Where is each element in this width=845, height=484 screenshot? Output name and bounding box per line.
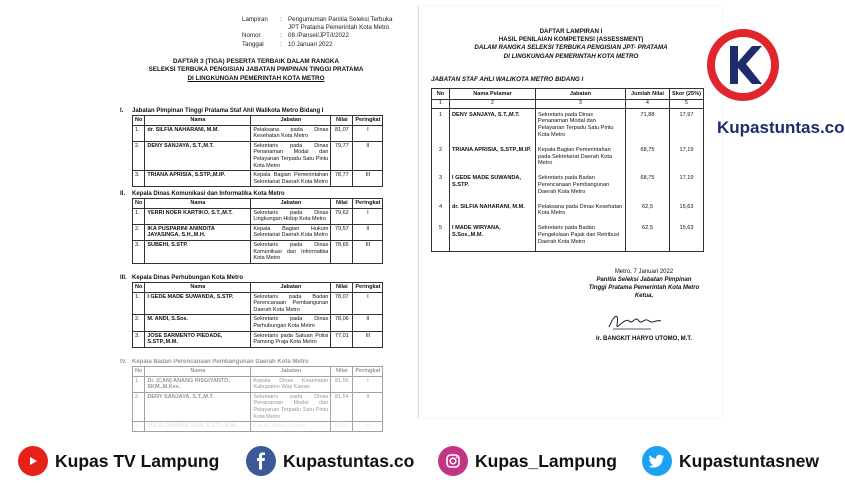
column-header: No bbox=[133, 283, 145, 293]
table-cell: JOSE SARMENTO PIEDADE, S.STP.,M.M. bbox=[145, 331, 251, 347]
right-document bbox=[418, 6, 722, 418]
social-footer bbox=[0, 436, 840, 484]
section-title: Kepala Dinas Perhubungan Kota Metro bbox=[132, 275, 244, 281]
column-header: No bbox=[133, 199, 145, 209]
table-row bbox=[133, 141, 383, 170]
table-cell: 2 bbox=[432, 144, 450, 172]
table-cell: 2. bbox=[133, 392, 145, 421]
table-row bbox=[133, 240, 383, 263]
table-cell: Sekretaris pada Dinas Penanaman Modal dan Pelayanan Terpadu Satu Pintu Kota Metro bbox=[251, 141, 331, 170]
candidate-table bbox=[132, 282, 383, 348]
lampiran-key: Tanggal bbox=[242, 40, 264, 48]
section-title: Kepala Dinas Komunikasi dan Informatika Kota Metro bbox=[132, 191, 285, 197]
table-cell: DENY SANJAYA, S.T.,M.T. bbox=[450, 108, 536, 144]
column-header: Nama bbox=[145, 116, 251, 126]
table-cell: I bbox=[353, 376, 383, 392]
title-line: DAFTAR 3 (TIGA) PESERTA TERBAIK DALAM RANGKA bbox=[172, 58, 340, 65]
table-row bbox=[432, 222, 704, 251]
section-title: Kepala Badan Perencanaan Pembangunan Daerah Kota Metro bbox=[132, 359, 309, 365]
facebook-icon bbox=[246, 446, 276, 476]
table-row bbox=[432, 172, 704, 200]
table-cell: Kepala Bagian Hukum Sekretariat Daerah Kota Metro bbox=[251, 224, 331, 240]
table-cell: 68,75 bbox=[626, 144, 670, 172]
table-cell: 3. bbox=[133, 331, 145, 347]
column-header: No bbox=[432, 89, 450, 100]
column-header: No bbox=[133, 116, 145, 126]
table-cell: 81,07 bbox=[331, 125, 353, 141]
table-cell: 62,5 bbox=[626, 222, 670, 251]
table-row bbox=[133, 331, 383, 347]
position-subtitle: JABATAN STAF AHLI WALIKOTA METRO BIDANG I bbox=[431, 76, 584, 83]
table-cell: Pelaksana pada Dinas Kesehatan Kota Metro bbox=[536, 201, 626, 223]
table-row bbox=[133, 315, 383, 331]
table-cell: 62,5 bbox=[626, 201, 670, 223]
table-cell: 78,77 bbox=[331, 171, 353, 187]
section-number: II. bbox=[120, 191, 126, 197]
section-heading bbox=[120, 358, 402, 366]
header-line: DAFTAR LAMPIRAN I bbox=[539, 28, 603, 35]
table-cell: I bbox=[353, 208, 383, 224]
table-cell: 3. bbox=[133, 240, 145, 263]
table-cell: Sekretaris pada Badan Perencanaan Pembangunan Daerah Kota Metro bbox=[251, 292, 331, 315]
header-line: DALAM RANGKA SELEKSI TERBUKA PENGISIAN JPT- PRATAMA bbox=[474, 44, 668, 52]
social-label: Kupastuntas.co bbox=[283, 450, 415, 471]
table-cell: I MADE WIRYANA, S.Sos.,M.M. bbox=[450, 222, 536, 251]
title-line-underlined: DI LINGKUNGAN PEMERINTAH KOTA METRO bbox=[187, 74, 325, 82]
table-row bbox=[133, 208, 383, 224]
table-cell: 3. bbox=[133, 422, 145, 432]
table-cell: 17,97 bbox=[670, 108, 704, 144]
candidate-section bbox=[120, 190, 402, 264]
table-cell: Sekretaris pada Dinas Perhubungan Kota Metro bbox=[251, 315, 331, 331]
candidate-section bbox=[120, 107, 402, 187]
table-row bbox=[133, 422, 383, 432]
table-row bbox=[133, 125, 383, 141]
lampiran-key: Nomor bbox=[242, 32, 261, 40]
table-cell: 5 bbox=[432, 222, 450, 251]
table-cell: Sekretaris pada Badan Perencanaan Pembangunan Daerah Kota Metro bbox=[536, 172, 626, 200]
social-label: Kupastuntasnew bbox=[679, 450, 820, 471]
section-heading bbox=[120, 190, 402, 198]
brand-name: Kupastuntas.co bbox=[717, 118, 845, 137]
column-header: Jabatan bbox=[251, 283, 331, 293]
lampiran-block: Lampiran : Pengumuman Panitia Seleksi Terbuka JPT Pratama Pemerintah Kota Metro Nomor : 08 /Pansel/JPT/I/2022 Tanggal : 10 Januari 2022 bbox=[242, 16, 393, 48]
table-cell: DENY SANJAYA, S.T.,M.T. bbox=[145, 392, 251, 421]
table-cell: 1 bbox=[432, 108, 450, 144]
table-cell: 4 bbox=[432, 201, 450, 223]
column-header: Nama bbox=[145, 367, 251, 377]
social-label: Kupas TV Lampung bbox=[55, 450, 220, 471]
table-cell: II bbox=[353, 141, 383, 170]
lampiran-value: Pengumuman Panitia Seleksi Terbuka bbox=[288, 16, 393, 23]
column-header: Jabatan bbox=[251, 199, 331, 209]
lampiran-value: 08 /Pansel/JPT/I/2022 bbox=[288, 32, 349, 40]
table-cell: 80,00 bbox=[331, 422, 353, 432]
table-row bbox=[133, 224, 383, 240]
table-cell: 81,56 bbox=[331, 376, 353, 392]
table-cell: I GEDE MADE SUWANDA, S.STP. bbox=[450, 172, 536, 200]
column-header: Jabatan bbox=[251, 367, 331, 377]
section-number: III. bbox=[120, 275, 127, 281]
column-number: 1 bbox=[432, 99, 450, 108]
table-row bbox=[133, 171, 383, 187]
social-youtube[interactable] bbox=[18, 446, 219, 476]
column-header: Nilai bbox=[331, 283, 353, 293]
table-cell: Sekretaris pada Dinas Penanaman Modal dan Pelayanan Terpadu Satu Pintu Kota Metro bbox=[251, 392, 331, 421]
column-header: Jabatan bbox=[251, 116, 331, 126]
lampiran-value: 10 Januari 2022 bbox=[288, 40, 333, 48]
table-row bbox=[432, 201, 704, 223]
table-cell: Kepala Dinas Kesehatan Kabupaten Way Kanan bbox=[251, 376, 331, 392]
table-cell: Pelaksana pada Dinas Kesehatan Kota Metro bbox=[251, 125, 331, 141]
table-cell: II bbox=[353, 392, 383, 421]
section-heading bbox=[120, 107, 402, 115]
column-number: 3 bbox=[536, 99, 626, 108]
title-line: SELEKSI TERBUKA PENGISIAN JABATAN PIMPINAN TINGGI PRATAMA bbox=[148, 66, 364, 74]
table-cell: 71,88 bbox=[626, 108, 670, 144]
column-header: Nama Pelamar bbox=[450, 89, 536, 100]
column-header: Nilai bbox=[331, 367, 353, 377]
table-row bbox=[133, 392, 383, 421]
table-cell: Sekretaris pada Dinas Komunikasi dan Informatika Kota Metro bbox=[251, 240, 331, 263]
table-row bbox=[133, 292, 383, 315]
table-cell: YERRI NOER KARTIKO, S.T.,M.T. bbox=[145, 208, 251, 224]
table-cell: TRIANA APRISIA, S.STP.,M.IP. bbox=[450, 144, 536, 172]
section-heading bbox=[120, 274, 402, 282]
section-number: IV. bbox=[120, 359, 127, 365]
table-cell: III bbox=[353, 171, 383, 187]
table-cell: 79,57 bbox=[331, 224, 353, 240]
table-cell: 78,07 bbox=[331, 292, 353, 315]
social-twitter[interactable] bbox=[642, 446, 819, 476]
column-header: Peringkat bbox=[353, 283, 383, 293]
column-header: Nama bbox=[145, 283, 251, 293]
assessment-table bbox=[431, 88, 704, 252]
table-cell: Kepala Bagian Pemerintahan Sekretariat Daerah Kota Metro bbox=[251, 171, 331, 187]
table-cell: 79,77 bbox=[331, 141, 353, 170]
lampiran-header bbox=[419, 28, 723, 61]
table-cell: 1. bbox=[133, 208, 145, 224]
table-cell: III bbox=[353, 331, 383, 347]
table-cell: DENY SANJAYA, S.T.,M.T. bbox=[145, 141, 251, 170]
column-number: 4 bbox=[626, 99, 670, 108]
table-cell: 78,65 bbox=[331, 240, 353, 263]
twitter-icon bbox=[642, 446, 672, 476]
table-cell: Sekretaris pada Satuan Polisi Pamong Praja Kota Metro bbox=[251, 331, 331, 347]
candidate-table bbox=[132, 366, 383, 432]
table-cell: 2. bbox=[133, 224, 145, 240]
table-cell: III bbox=[353, 422, 383, 432]
table-cell: M. ANDI, S.Sos. bbox=[145, 315, 251, 331]
header-line: DI LINGKUNGAN PEMERINTAH KOTA METRO bbox=[503, 52, 639, 60]
table-cell: I GEDE MADE SUWANDA, S.STP. bbox=[145, 292, 251, 315]
document-title bbox=[110, 58, 402, 83]
signer-name: Ir. BANGKIT HARYO UTOMO, M.T. bbox=[595, 336, 692, 342]
table-cell: 15,63 bbox=[670, 201, 704, 223]
lampiran-value: JPT Pratama Pemerintah Kota Metro bbox=[288, 24, 390, 32]
left-document bbox=[110, 10, 402, 430]
table-cell: TRIANA APRISIA, S.STP.,M.IP. bbox=[145, 171, 251, 187]
handwritten-signature bbox=[605, 309, 665, 335]
table-cell: dr. SILFIA NAHARANI, M.M. bbox=[450, 201, 536, 223]
column-header: Nilai bbox=[331, 116, 353, 126]
header-line: HASIL PENILAIAN KOMPETENSI (ASSESSMENT) bbox=[498, 36, 644, 44]
table-cell: 3 bbox=[432, 172, 450, 200]
table-cell: 3. bbox=[133, 171, 145, 187]
table-cell: 78,06 bbox=[331, 315, 353, 331]
column-header: Peringkat bbox=[353, 367, 383, 377]
table-cell: 17,19 bbox=[670, 144, 704, 172]
table-cell: 81,54 bbox=[331, 392, 353, 421]
social-instagram[interactable] bbox=[438, 446, 617, 476]
table-cell: YULIS CANDRA SARI, S.STP.,M.M. bbox=[145, 422, 251, 432]
table-row bbox=[432, 144, 704, 172]
table-cell: Kepala Bagian Pemerintahan pada Sekretariat Daerah Kota Metro bbox=[536, 144, 626, 172]
section-number: I. bbox=[120, 108, 124, 114]
candidate-section bbox=[120, 274, 402, 348]
table-cell: 2. bbox=[133, 141, 145, 170]
table-cell: 1. bbox=[133, 376, 145, 392]
table-cell: Sekretaris pada Badan Pengelolaan Pajak dan Retribusi Daerah Kota Metro bbox=[536, 222, 626, 251]
table-cell: 2. bbox=[133, 315, 145, 331]
table-cell: I bbox=[353, 292, 383, 315]
social-label: Kupas_Lampung bbox=[475, 450, 617, 471]
sign-line: Ketua, bbox=[634, 293, 654, 299]
instagram-icon bbox=[438, 446, 468, 476]
table-cell: Camat Metro Selatan bbox=[251, 422, 331, 432]
table-cell: II bbox=[353, 315, 383, 331]
table-cell: Sekretaris pada Dinas Penanaman Modal dan Pelayanan Terpadu Satu Pintu Kota Metro bbox=[536, 108, 626, 144]
table-cell: Dr. (CAN) ANANG RISGIYANTO, SKM.,M.Kes. bbox=[145, 376, 251, 392]
kupastuntas-logo bbox=[706, 28, 780, 102]
table-cell: II bbox=[353, 224, 383, 240]
sign-line: Panitia Seleksi Jabatan Pimpinan bbox=[596, 277, 692, 283]
column-header: No bbox=[133, 367, 145, 377]
table-cell: 17,19 bbox=[670, 172, 704, 200]
section-title: Jabatan Pimpinan Tinggi Pratama Staf Ahli Walikota Metro Bidang I bbox=[132, 108, 324, 114]
table-cell: III bbox=[353, 240, 383, 263]
column-header: Nama bbox=[145, 199, 251, 209]
table-row bbox=[432, 108, 704, 144]
lampiran-key: Lampiran bbox=[242, 16, 268, 23]
table-cell: 68,75 bbox=[626, 172, 670, 200]
column-header: Skor (25%) bbox=[670, 89, 704, 100]
candidate-table bbox=[132, 198, 383, 264]
table-cell: dr. SILFIA NAHARANI, M.M. bbox=[145, 125, 251, 141]
social-facebook[interactable] bbox=[246, 446, 414, 476]
table-cell: Sekretaris pada Dinas Lingkungan Hidup Kota Metro bbox=[251, 208, 331, 224]
column-header: Peringkat bbox=[353, 116, 383, 126]
candidate-table bbox=[132, 115, 383, 187]
column-header: Peringkat bbox=[353, 199, 383, 209]
table-cell: I bbox=[353, 125, 383, 141]
signature-block bbox=[569, 268, 719, 300]
column-number: 5 bbox=[670, 99, 704, 108]
column-header: Nilai bbox=[331, 199, 353, 209]
youtube-icon bbox=[18, 446, 48, 476]
column-header: Jabatan bbox=[536, 89, 626, 100]
table-cell: SUBEHI, S.STP. bbox=[145, 240, 251, 263]
sign-date: Metro, 7 Januari 2022 bbox=[614, 269, 674, 275]
table-cell: IKA PUSPARINI ANINDITA JAYASINGA, S.H.,M.H. bbox=[145, 224, 251, 240]
candidate-section bbox=[120, 358, 402, 432]
table-cell: 1. bbox=[133, 292, 145, 315]
table-cell: 15,63 bbox=[670, 222, 704, 251]
column-header: Jumlah Nilai bbox=[626, 89, 670, 100]
sign-line: Tinggi Pratama Pemerintah Kota Metro bbox=[588, 285, 700, 291]
table-cell: 77,01 bbox=[331, 331, 353, 347]
table-cell: 79,62 bbox=[331, 208, 353, 224]
column-number: 2 bbox=[450, 99, 536, 108]
table-cell: 1. bbox=[133, 125, 145, 141]
table-row bbox=[133, 376, 383, 392]
